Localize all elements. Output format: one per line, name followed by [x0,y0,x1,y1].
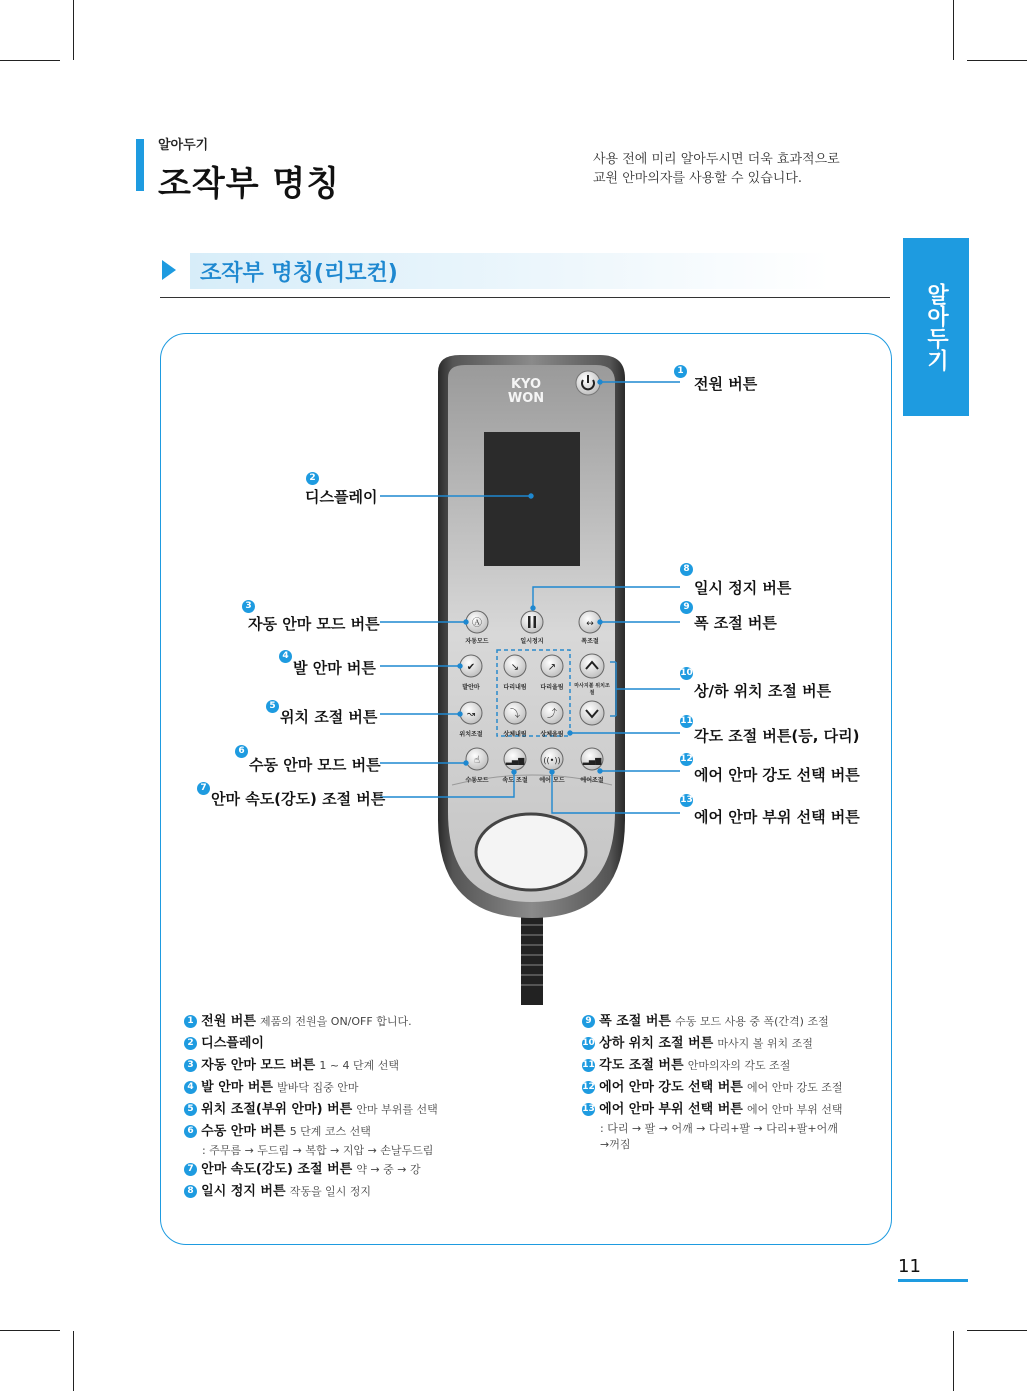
position-icon: ↝ [466,709,476,720]
number-badge: 3 [184,1059,197,1072]
label-manual: 수동모드 [465,777,489,784]
callout-width: 폭 조절 버튼 [694,614,777,632]
label-position: 위치조절 [459,731,483,738]
item-name: 수동 안마 버튼 [201,1124,286,1139]
crop-mark [73,0,74,60]
brand-line: KYO [510,377,542,392]
description-item [184,1121,438,1143]
label-auto: 자동모드 [465,638,489,645]
divider [160,297,890,298]
callout-number: 6 [235,745,248,758]
back-up-icon: ⤴ [547,709,557,720]
triangle-icon [162,260,176,280]
position-button[interactable] [460,702,482,724]
number-badge: 9 [582,1015,595,1028]
callout-air-area: 에어 안마 부위 선택 버튼 [694,808,860,826]
item-text: 안마의자의 각도 조절 [687,1059,791,1072]
item-text: 제품의 전원을 ON/OFF 합니다. [260,1015,412,1028]
auto-mode-button[interactable] [466,611,488,633]
item-name: 위치 조절(부위 안마) 버튼 [201,1102,353,1117]
item-name: 안마 속도(강도) 조절 버튼 [201,1162,353,1177]
number-badge: 10 [582,1038,595,1048]
callout-number: 7 [197,782,210,795]
number-badge: 7 [184,1163,197,1176]
back-down-button[interactable] [504,702,526,724]
item-subtext: : 다리 → 팔 → 어깨 → 다리+팔 → 다리+팔+어깨 [600,1122,838,1135]
intro-line: 사용 전에 미리 알아두시면 더욱 효과적으로 [593,152,840,167]
callout-number: 5 [266,700,279,713]
intro-line: 교원 안마의자를 사용할 수 있습니다. [593,171,803,186]
crop-mark [73,1331,74,1391]
air-icon: ((•)) [543,756,561,765]
label-leg-up: 다리올림 [540,684,564,691]
description-item [184,1181,438,1203]
number-badge: 13 [582,1104,595,1114]
crop-mark [953,0,954,60]
number-badge: 5 [184,1103,197,1116]
callout-air-strength: 에어 안마 강도 선택 버튼 [694,766,860,784]
item-text: 마사지 볼 위치 조절 [717,1037,813,1050]
item-subtext: : 주무름 → 두드림 → 복합 → 지압 → 손날두드림 [202,1144,434,1157]
callout-number: 9 [680,601,693,614]
callout-number: 2 [306,472,319,485]
title-accent-bar [136,139,144,191]
pause-icon [534,616,537,628]
leg-up-icon: ↗ [547,662,557,673]
description-item [582,1077,842,1099]
callout-number: 1 [674,365,687,378]
description-item [582,1055,842,1077]
callout-number: 8 [680,563,693,576]
item-name: 자동 안마 모드 버튼 [201,1058,316,1073]
label-leg-down: 다리내림 [503,684,527,691]
label-air-adjust: 에어조절 [580,777,604,784]
intro-text [593,150,840,188]
item-text: 에어 안마 부위 선택 [746,1103,843,1116]
callout-number: 3 [242,600,255,613]
brand-logo [506,378,546,406]
number-badge: 6 [184,1125,197,1138]
description-item [184,1033,438,1055]
item-name: 일시 정지 버튼 [201,1184,286,1199]
number-badge: 12 [582,1082,595,1092]
section-category: 알아두기 [158,138,209,153]
number-badge: 8 [184,1185,197,1198]
label-air-mode: 에어 모드 [539,777,565,784]
hand-icon: ☝ [473,755,481,766]
crop-mark [967,1330,1027,1331]
callout-number: 11 [680,716,693,726]
crop-mark [953,1331,954,1391]
item-text: 약 → 중 → 강 [356,1163,421,1176]
display-screen [484,432,580,566]
air-adjust-button[interactable] [581,748,603,770]
leg-down-button[interactable] [504,655,526,677]
speed-icon: ▂▄▆ [505,756,525,765]
foot-icon: ✔ [466,662,476,673]
callout-speed: 안마 속도(강도) 조절 버튼 [211,790,386,808]
description-item [184,1077,438,1099]
crop-mark [0,1330,60,1331]
label-width: 폭조절 [581,638,599,645]
description-item [184,1099,438,1121]
callout-number: 10 [680,668,693,678]
speed-button[interactable] [504,748,526,770]
item-text: 1 ~ 4 단계 선택 [319,1059,400,1072]
cable [521,915,543,1005]
leg-up-button[interactable] [541,655,563,677]
description-item [582,1011,842,1033]
number-badge: 1 [184,1015,197,1028]
description-item [184,1055,438,1077]
page-title: 조작부 명칭 [158,164,341,204]
description-item [582,1099,842,1121]
callout-number: 13 [680,795,693,805]
item-name: 발 안마 버튼 [201,1080,273,1095]
air-mode-button[interactable] [541,748,563,770]
label-pause: 일시정지 [520,638,544,645]
width-arrows-icon: ↔ [586,619,594,629]
section-title: 조작부 명칭(리모컨) [200,261,398,286]
description-list-left [184,1011,438,1203]
brand-line: WON [507,391,545,406]
item-text: 안마 부위를 선택 [356,1103,438,1116]
callout-display: 디스플레이 [305,488,378,506]
item-text: 5 단계 코스 선택 [289,1125,371,1138]
item-text: 수동 모드 사용 중 폭(간격) 조절 [675,1015,829,1028]
pause-icon [528,616,531,628]
up-button[interactable] [580,654,604,678]
auto-icon: Ⓐ [472,618,482,629]
number-badge: 4 [184,1081,197,1094]
callout-position: 위치 조절 버튼 [280,708,378,726]
item-text: 발바닥 집중 안마 [277,1081,359,1094]
callout-auto-mode: 자동 안마 모드 버튼 [248,615,380,633]
remote-illustration [160,333,890,1013]
foot-massage-button[interactable] [460,655,482,677]
crop-mark [967,60,1027,61]
callout-foot: 발 안마 버튼 [293,659,376,677]
item-text: 에어 안마 강도 조절 [746,1081,843,1094]
back-down-icon: ⤵ [510,709,520,720]
side-tab-label: 알아두기 [923,283,949,371]
label-back-up: 상체올림 [540,731,564,738]
callout-manual: 수동 안마 모드 버튼 [249,756,381,774]
label-foot: 발안마 [462,684,480,691]
item-name: 폭 조절 버튼 [599,1014,671,1029]
item-name: 디스플레이 [201,1036,264,1051]
callout-number: 12 [680,754,693,764]
description-item [582,1033,842,1055]
label-speed: 속도 조절 [502,777,528,784]
callout-number: 4 [279,650,292,663]
callout-angle: 각도 조절 버튼(등, 다리) [694,727,860,745]
description-item [184,1159,438,1181]
label-up-down: 마사지볼 위치조절 [574,683,610,696]
item-name: 에어 안마 부위 선택 버튼 [599,1102,743,1117]
page-number: 11 [898,1256,921,1277]
leg-down-icon: ↘ [510,662,520,673]
back-up-button[interactable] [541,702,563,724]
callout-up-down: 상/하 위치 조절 버튼 [694,682,832,700]
item-name: 에어 안마 강도 선택 버튼 [599,1080,743,1095]
description-list-right [582,1011,842,1153]
item-name: 각도 조절 버튼 [599,1058,684,1073]
grip-oval [476,814,586,890]
air-level-icon: ▂▄▆ [582,756,602,765]
item-text: 작동을 일시 정지 [289,1185,372,1198]
page-number-underline [898,1279,968,1282]
description-item [184,1011,438,1033]
manual-mode-button[interactable] [466,748,488,770]
number-badge: 11 [582,1060,595,1070]
callout-pause: 일시 정지 버튼 [694,579,792,597]
item-name: 전원 버튼 [201,1014,256,1029]
label-back-down: 상체내림 [503,731,527,738]
crop-mark [0,60,60,61]
pause-button[interactable] [521,611,543,633]
item-subtext: →꺼짐 [600,1138,631,1151]
callout-power: 전원 버튼 [694,375,758,393]
item-name: 상하 위치 조절 버튼 [599,1036,714,1051]
number-badge: 2 [184,1037,197,1050]
down-button[interactable] [580,701,604,725]
